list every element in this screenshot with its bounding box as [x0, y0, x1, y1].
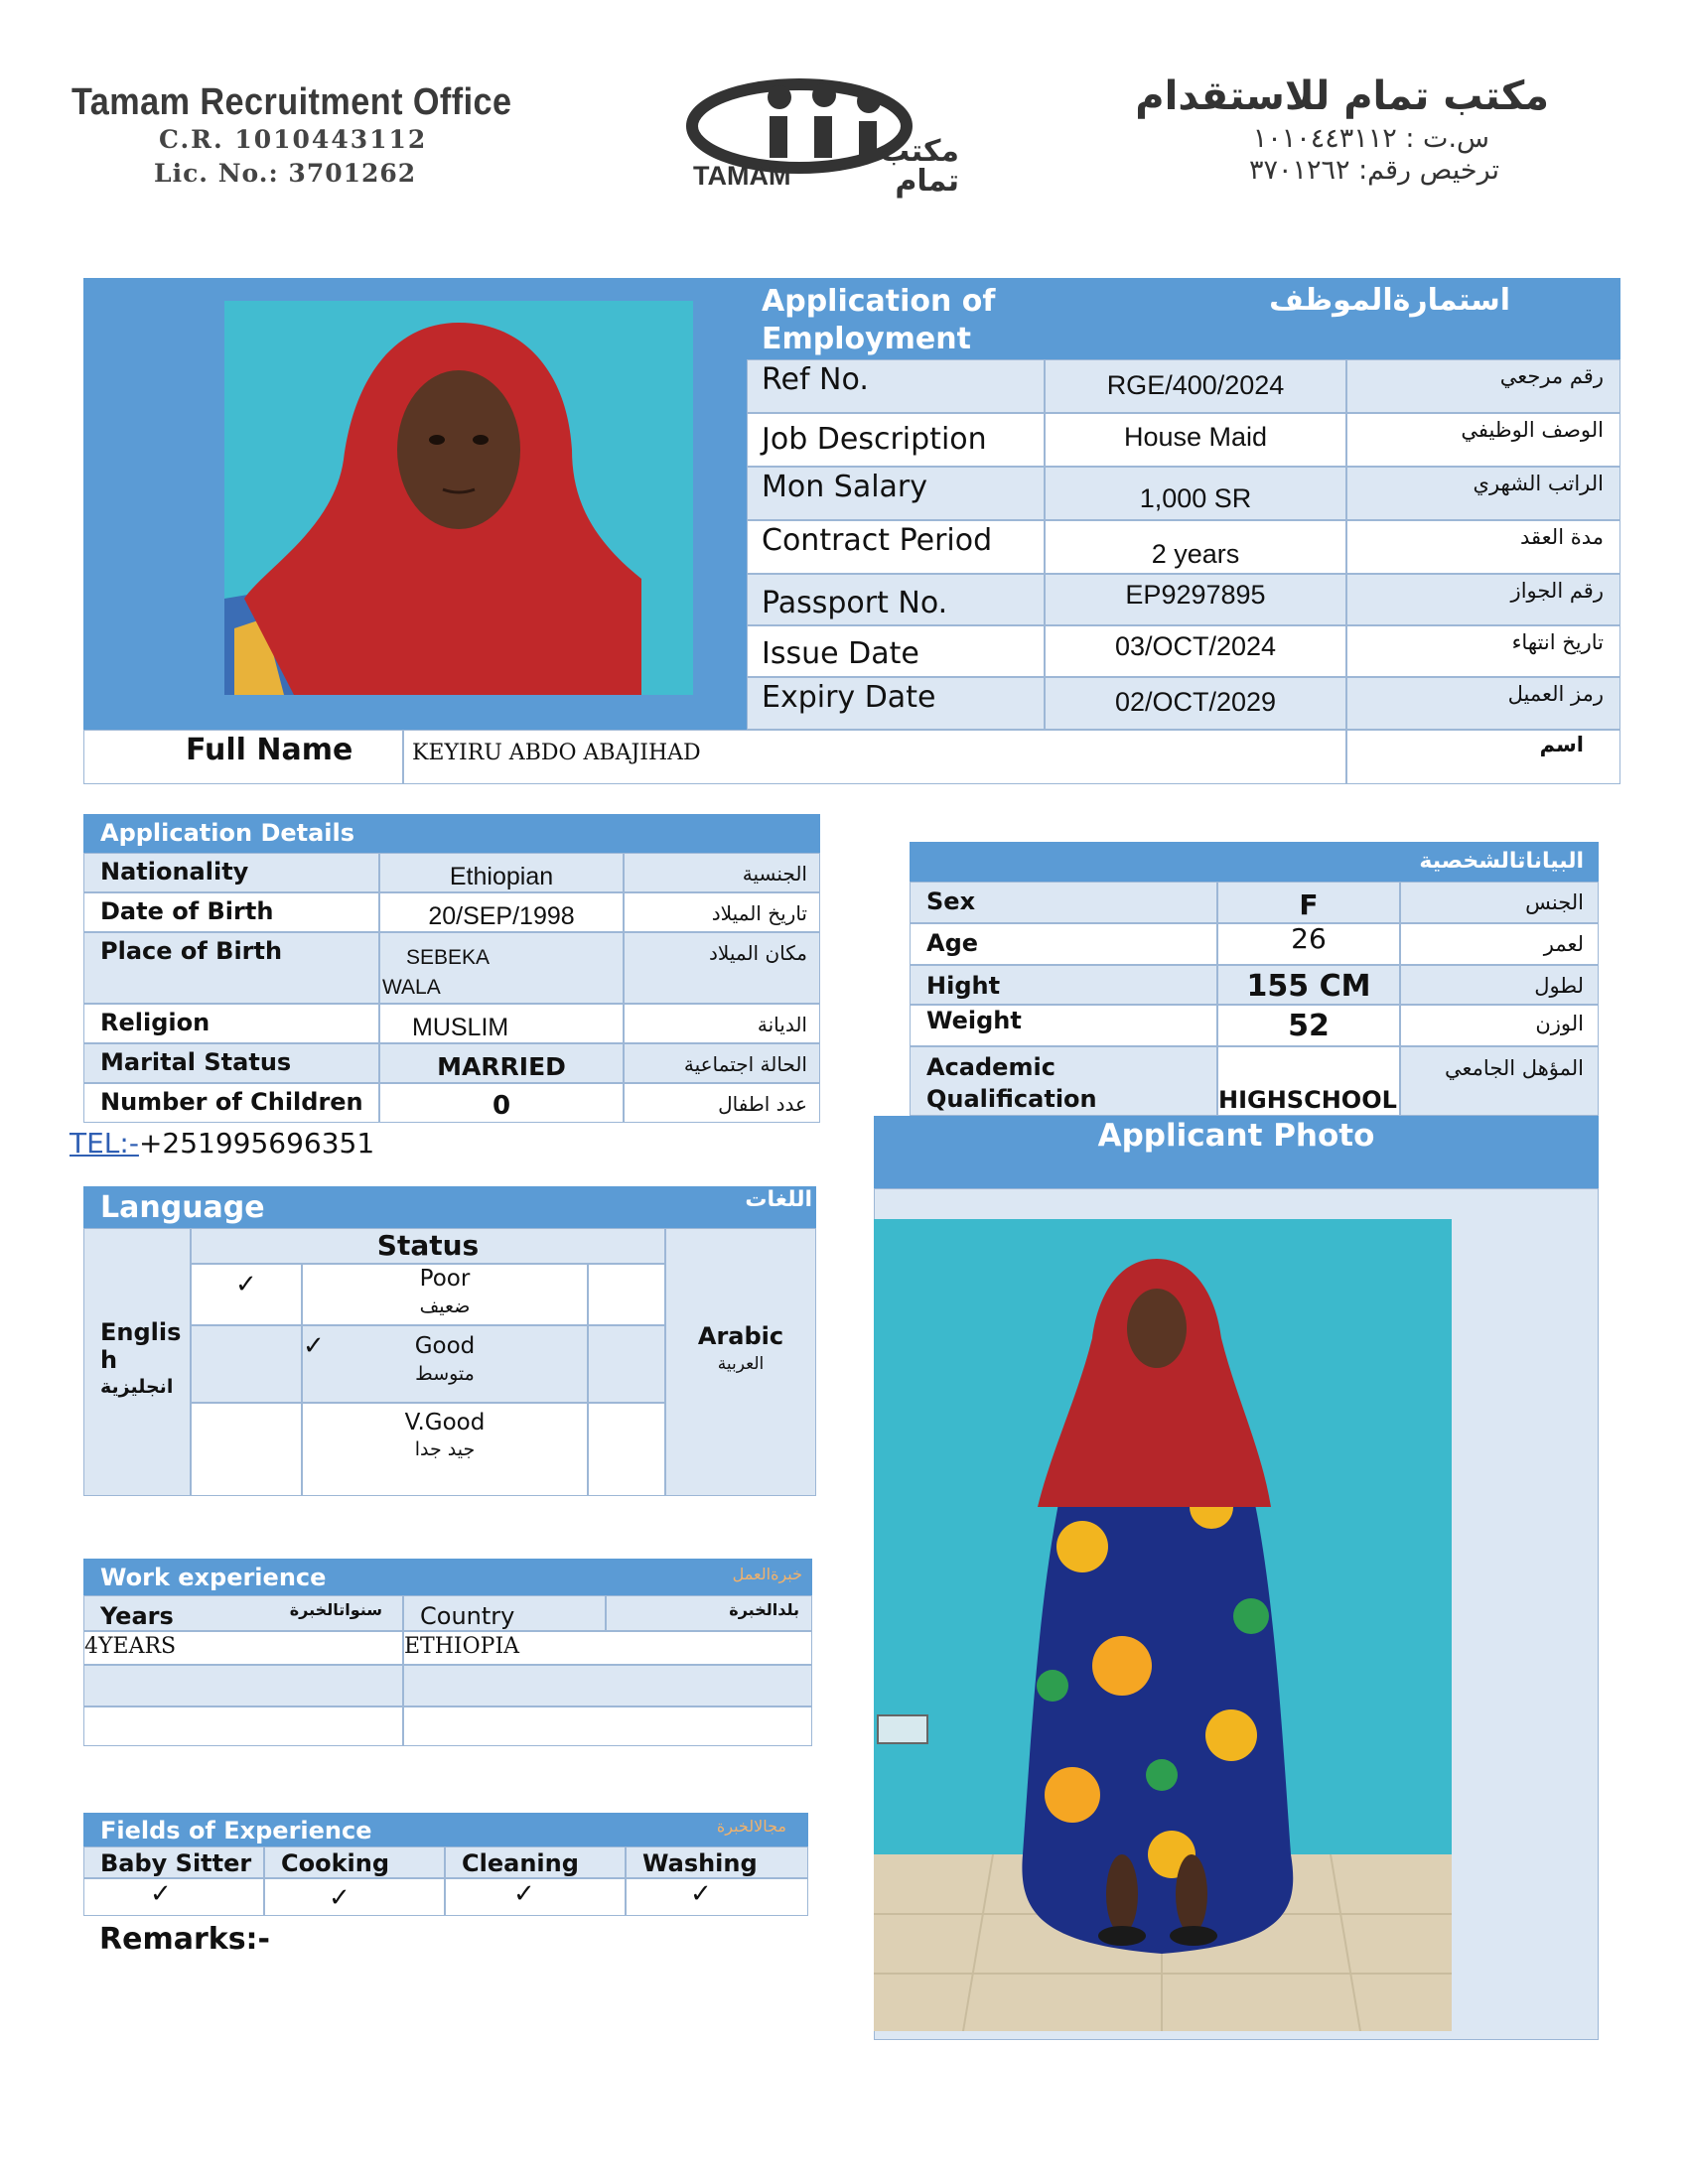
- details-row-children-label: [83, 1083, 379, 1123]
- emp-row-job-value: [1045, 413, 1346, 467]
- employment-title-en: Application of Employment: [762, 284, 996, 356]
- check-icon: ✓: [303, 1331, 325, 1361]
- emp-row-contract-value: [1045, 520, 1346, 574]
- employment-title: [747, 278, 1213, 359]
- personal-row-academic-value: [1217, 1046, 1400, 1116]
- telephone-link[interactable]: TEL:-: [70, 1127, 139, 1160]
- employment-title-ar: استمارةالموظف: [1269, 283, 1510, 318]
- value-text: SEBEKA: [406, 946, 491, 969]
- details-row-nationality-ar: [624, 853, 820, 892]
- full-name-value: [403, 730, 1346, 784]
- value-text: 0: [492, 1091, 511, 1121]
- lang-level-poor: [302, 1264, 588, 1325]
- level-en: V.Good: [404, 1410, 486, 1435]
- personal-row-academic-ar: [1400, 1046, 1599, 1116]
- field-check-baby-sitter[interactable]: [83, 1878, 264, 1916]
- value-text: 02/OCT/2029: [1114, 687, 1277, 717]
- label-ar: الوصف الوظيفي: [1461, 418, 1604, 442]
- check-icon: ✓: [513, 1879, 535, 1909]
- label-ar: رقم الجواز: [1510, 579, 1604, 603]
- field-header-washing: [626, 1846, 808, 1878]
- label-ar: تاريخ الميلاد: [711, 901, 807, 925]
- company-cr-en: C.R. 1010443112: [159, 125, 428, 154]
- header: [0, 0, 1688, 228]
- label-text: Hight: [926, 972, 1001, 1000]
- label-ar: الديانة: [757, 1013, 807, 1036]
- details-title: [83, 814, 820, 853]
- language-english-cell: [83, 1228, 191, 1496]
- emp-row-issue-ar: [1346, 625, 1620, 677]
- level-ar: ضعيف: [419, 1296, 471, 1317]
- label-text: Ref No.: [762, 362, 869, 397]
- telephone: [70, 1124, 374, 1163]
- emp-row-salary-ar: [1346, 467, 1620, 520]
- title-ar: البياناتالشخصية: [1419, 849, 1584, 874]
- personal-row-academic-label: [910, 1046, 1217, 1116]
- personal-row-weight-ar: [1400, 1005, 1599, 1046]
- applicant-photo-title: [874, 1116, 1599, 1188]
- personal-row-height-ar: [1400, 965, 1599, 1005]
- label-text: Issue Date: [762, 636, 919, 671]
- work-years-header: [83, 1595, 403, 1631]
- personal-row-age-ar: [1400, 923, 1599, 965]
- field-label: Cooking: [281, 1849, 390, 1877]
- logo-text: TAMAM: [693, 161, 791, 191]
- telephone-number: +251995696351: [138, 1127, 375, 1160]
- label-ar: الجنسية: [742, 862, 807, 886]
- value-text: MARRIED: [437, 1052, 566, 1081]
- details-row-religion-ar: [624, 1004, 820, 1043]
- emp-row-passport-label: [747, 574, 1045, 625]
- country-label-ar: بلدالخبرة: [729, 1600, 799, 1619]
- details-row-nationality-value: [379, 853, 624, 892]
- title-text: Applicant Photo: [1097, 1118, 1375, 1154]
- lang-check-poor[interactable]: [191, 1264, 302, 1325]
- details-row-religion-label: [83, 1004, 379, 1043]
- emp-row-ref-value: [1045, 359, 1346, 413]
- label-text: Place of Birth: [100, 937, 283, 965]
- applicant-portrait: [224, 301, 693, 695]
- work-row-empty-1a: [83, 1665, 403, 1706]
- label-ar: الجنس: [1525, 890, 1584, 914]
- personal-row-sex-ar: [1400, 882, 1599, 923]
- personal-row-age-value: [1217, 923, 1400, 965]
- value-text: RGE/400/2024: [1106, 370, 1285, 400]
- field-header-cooking: [264, 1846, 445, 1878]
- language-status-header: [191, 1228, 665, 1264]
- field-header-baby-sitter: [83, 1846, 264, 1878]
- details-row-marital-value: [379, 1043, 624, 1083]
- english-label: English: [100, 1318, 182, 1374]
- emp-row-job-label: [747, 413, 1045, 467]
- details-row-marital-label: [83, 1043, 379, 1083]
- work-country-header: [403, 1595, 606, 1631]
- lang-check-good-left: [191, 1325, 302, 1403]
- label-text: Marital Status: [100, 1048, 292, 1076]
- label-text: Number of Children: [100, 1088, 363, 1116]
- label-ar: الوزن: [1535, 1012, 1584, 1035]
- label-ar: رقم مرجعي: [1499, 364, 1604, 388]
- lang-blank-vgood: [588, 1403, 665, 1496]
- label-text: Age: [926, 929, 979, 957]
- personal-title: [910, 842, 1599, 882]
- emp-row-passport-value: [1045, 574, 1346, 625]
- logo-arabic-text: مكتب تمام: [879, 134, 959, 199]
- field-check-cooking[interactable]: [264, 1878, 445, 1916]
- title-text: Work experience: [100, 1564, 327, 1591]
- label-text: Full Name: [186, 733, 353, 767]
- label-ar: تاريخ انتهاء: [1511, 630, 1604, 654]
- work-row-empty-2b: [403, 1706, 812, 1746]
- applicant-full-photo: [874, 1219, 1452, 2031]
- check-icon: ✓: [150, 1879, 172, 1909]
- emp-row-ref-ar: [1346, 359, 1620, 413]
- lang-blank-good: [588, 1325, 665, 1403]
- details-row-religion-value: [379, 1004, 624, 1043]
- value-text: 20/SEP/1998: [428, 902, 575, 930]
- full-name-ar: [1346, 730, 1620, 784]
- field-label: Washing: [642, 1849, 758, 1877]
- field-label: Cleaning: [462, 1849, 579, 1877]
- work-row-empty-2a: [83, 1706, 403, 1746]
- arabic-label: Arabic: [697, 1322, 784, 1350]
- emp-row-expiry-label: [747, 677, 1045, 730]
- check-icon: ✓: [329, 1883, 351, 1913]
- label-text: Nationality: [100, 858, 249, 886]
- label-text: Academic Qualification: [926, 1053, 1097, 1113]
- label-text: Passport No.: [762, 586, 948, 620]
- emp-row-salary-label: [747, 467, 1045, 520]
- emp-row-contract-label: [747, 520, 1045, 574]
- company-logo: [685, 71, 963, 199]
- full-name-label: [83, 730, 403, 784]
- english-label-ar: انجليزية: [100, 1376, 174, 1398]
- value-text: KEYIRU ABDO ABAJIHAD: [412, 741, 701, 765]
- years-value: 4YEARS: [84, 1634, 177, 1659]
- emp-row-issue-label: [747, 625, 1045, 677]
- emp-row-expiry-value: [1045, 677, 1346, 730]
- value-text-2: WALA: [382, 976, 441, 999]
- label-ar: الحالة اجتماعية: [683, 1052, 807, 1076]
- value-text: 2 years: [1151, 539, 1240, 569]
- label-ar: لطول: [1534, 974, 1584, 998]
- details-row-pob-ar: [624, 932, 820, 1004]
- label-ar: لعمر: [1543, 932, 1584, 956]
- label-text: Expiry Date: [762, 680, 936, 715]
- label-text: Mon Salary: [762, 470, 928, 504]
- company-name-ar: مكتب تمام للاستقدام: [1135, 73, 1549, 119]
- language-title-ar: اللغات: [745, 1187, 812, 1212]
- value-text: F: [1299, 888, 1319, 921]
- details-row-dob-value: [379, 892, 624, 932]
- lang-level-vgood: [302, 1403, 588, 1496]
- label-ar: الراتب الشهري: [1473, 472, 1604, 495]
- emp-row-passport-ar: [1346, 574, 1620, 625]
- personal-row-weight-label: [910, 1005, 1217, 1046]
- label-ar: مكان الميلاد: [709, 941, 807, 965]
- arabic-label-ar: العربية: [717, 1354, 765, 1374]
- label-ar: المؤهل الجامعي: [1445, 1056, 1584, 1080]
- lang-level-good[interactable]: [302, 1325, 588, 1403]
- company-name-en: Tamam Recruitment Office: [71, 81, 512, 123]
- level-ar: جيد جدا: [414, 1438, 476, 1460]
- value-text: MUSLIM: [412, 1014, 509, 1041]
- label-text: Job Description: [762, 422, 987, 457]
- emp-row-job-ar: [1346, 413, 1620, 467]
- company-cr-ar: س.ت : ١٠١٠٤٤٣١١٢: [1252, 123, 1489, 154]
- work-row-years: [83, 1631, 403, 1665]
- value-text: 155 CM: [1246, 969, 1371, 1004]
- country-value: ETHIOPIA: [404, 1634, 520, 1659]
- full-body-photo-icon: [874, 1219, 1452, 2031]
- personal-row-height-label: [910, 965, 1217, 1005]
- emp-row-ref-label: [747, 359, 1045, 413]
- country-label: Country: [420, 1602, 515, 1630]
- value-text: 1,000 SR: [1139, 483, 1252, 513]
- title-text: Application Details: [100, 819, 355, 847]
- check-icon: ✓: [690, 1879, 712, 1909]
- employment-title-ar-cell: [1213, 278, 1620, 359]
- details-row-dob-label: [83, 892, 379, 932]
- emp-row-salary-value: [1045, 467, 1346, 520]
- years-label: Years: [100, 1602, 174, 1630]
- label-ar: رمز العميل: [1507, 682, 1604, 706]
- field-check-cleaning[interactable]: [445, 1878, 626, 1916]
- level-ar: متوسط: [415, 1363, 475, 1385]
- label-text: Contract Period: [762, 523, 993, 558]
- details-row-children-value: [379, 1083, 624, 1123]
- work-title-ar: خبرةالعمل: [732, 1565, 802, 1583]
- field-label: Baby Sitter: [100, 1849, 252, 1877]
- details-row-nationality-label: [83, 853, 379, 892]
- remarks-label: Remarks:-: [99, 1922, 271, 1957]
- label-ar: اسم: [1539, 733, 1584, 756]
- field-check-washing[interactable]: [626, 1878, 808, 1916]
- details-row-marital-ar: [624, 1043, 820, 1083]
- emp-row-contract-ar: [1346, 520, 1620, 574]
- work-country-header-ar: [606, 1595, 812, 1631]
- value-text: EP9297895: [1125, 580, 1266, 610]
- personal-row-height-value: [1217, 965, 1400, 1005]
- level-en: Poor: [419, 1266, 471, 1292]
- label-text: Weight: [926, 1007, 1022, 1034]
- value-text: 03/OCT/2024: [1114, 631, 1277, 661]
- level-en: Good: [414, 1333, 476, 1359]
- field-header-cleaning: [445, 1846, 626, 1878]
- years-label-ar: سنواتالخبرة: [289, 1600, 382, 1619]
- label-ar: مدة العقد: [1520, 525, 1604, 549]
- title-text: Language: [100, 1190, 265, 1225]
- emp-row-issue-value: [1045, 625, 1346, 677]
- label-text: Date of Birth: [100, 897, 274, 925]
- label-ar: عدد اطفال: [718, 1092, 807, 1116]
- work-row-empty-1b: [403, 1665, 812, 1706]
- check-icon: ✓: [235, 1270, 257, 1299]
- lang-blank-poor: [588, 1264, 665, 1325]
- value-text: House Maid: [1123, 422, 1268, 452]
- details-row-pob-label: [83, 932, 379, 1004]
- value-text: Ethiopian: [449, 863, 554, 890]
- value-text: 52: [1288, 1009, 1330, 1043]
- fields-title-ar: مجالالخبرة: [716, 1817, 786, 1836]
- language-arabic-cell: [665, 1228, 816, 1496]
- status-text: Status: [376, 1229, 480, 1262]
- personal-row-age-label: [910, 923, 1217, 965]
- details-row-children-ar: [624, 1083, 820, 1123]
- lang-check-vgood[interactable]: [191, 1403, 302, 1496]
- value-text: 26: [1291, 923, 1327, 955]
- personal-row-sex-label: [910, 882, 1217, 923]
- personal-row-weight-value: [1217, 1005, 1400, 1046]
- label-text: Religion: [100, 1009, 211, 1036]
- emp-row-expiry-ar: [1346, 677, 1620, 730]
- label-text: Sex: [926, 887, 976, 915]
- company-license-en: Lic. No.: 3701262: [154, 159, 417, 188]
- details-row-pob-value: [379, 932, 624, 1004]
- work-row-country: [403, 1631, 812, 1665]
- value-text: HIGHSCHOOL: [1218, 1086, 1397, 1114]
- company-license-ar: ترخيص رقم: ٣٧٠١٢٦٢: [1248, 155, 1499, 186]
- details-row-dob-ar: [624, 892, 820, 932]
- title-text: Fields of Experience: [100, 1817, 372, 1844]
- personal-row-sex-value: [1217, 882, 1400, 923]
- portrait-photo-icon: [224, 301, 693, 695]
